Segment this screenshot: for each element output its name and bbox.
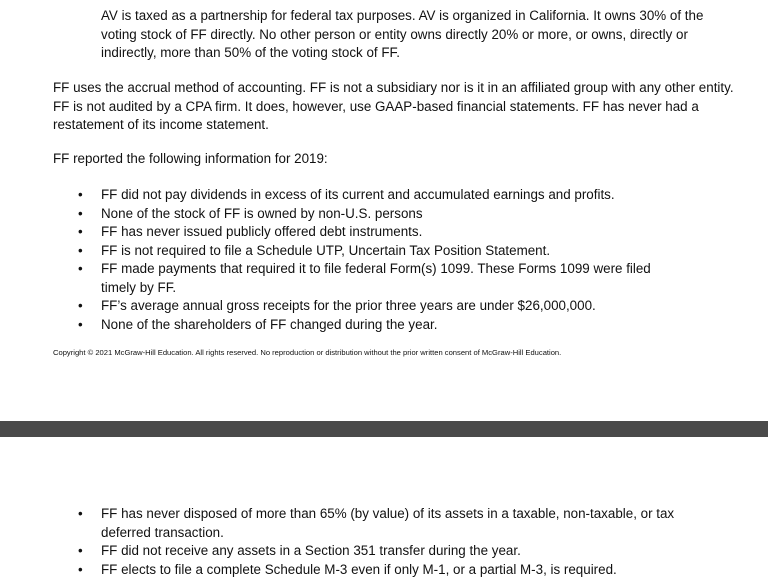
document-page-2 — [0, 437, 768, 585]
list-item: • FF has never disposed of more than 65% (by value) of its assets in a taxable, non-taxable, or tax deferred transaction. — [78, 506, 675, 540]
list-item: • FF has never issued publicly offered debt instruments. — [0, 223, 676, 242]
list-item: • None of the shareholders of FF changed during the year. — [0, 316, 676, 335]
list-item: • FF elects to file a complete Schedule M-3 even if only M-1, or a partial M-3, is required. — [0, 561, 676, 580]
bullet-icon: • — [78, 242, 83, 258]
info-bullet-list-continued — [0, 505, 768, 579]
bullet-icon: • — [78, 187, 83, 202]
list-item: • None of the stock of FF is owned by non-U.S. persons — [0, 205, 676, 224]
list-item: • FF did not pay dividends in excess of its current and accumulated earnings and profits. — [0, 186, 676, 205]
page-separator — [0, 421, 768, 437]
list-item: • FF made payments that required it to file federal Form(s) 1099. These Forms 1099 were filed timely by FF. — [78, 261, 651, 295]
copyright-notice: Copyright © 2021 McGraw-Hill Education. All rights reserved. No reproduction or distribution without the prior written consent of McGraw-Hill Education. — [53, 348, 562, 357]
reported-intro: FF reported the following information for 2019: — [53, 151, 328, 166]
bullet-icon: • — [78, 543, 83, 558]
info-bullet-list — [0, 186, 768, 334]
intro-paragraph: AV is taxed as a partnership for federal tax purposes. AV is organized in California. It owns 30% of the voting stock of FF directly. No other person or entity owns directly 20% or more, or owns, directly or indirectly, more than 50% of the voting stock of FF. — [101, 8, 704, 60]
bullet-icon: • — [78, 561, 83, 577]
bullet-icon: • — [78, 261, 83, 276]
bullet-icon: • — [78, 205, 83, 221]
bullet-icon: • — [78, 224, 83, 239]
list-item: • FF’s average annual gross receipts for the prior three years are under $26,000,000. — [0, 297, 676, 316]
bullet-icon: • — [78, 298, 83, 313]
list-item: • FF is not required to file a Schedule UTP, Uncertain Tax Position Statement. — [0, 242, 676, 261]
accounting-paragraph: FF uses the accrual method of accounting. FF is not a subsidiary nor is it in an affiliated group with any other entity. FF is not audited by a CPA firm. It does, however, use GAAP-based financial statements. FF has never had a restatement of its income statement. — [53, 80, 734, 132]
bullet-icon: • — [78, 506, 83, 521]
bullet-icon: • — [78, 316, 83, 332]
list-item: • FF did not receive any assets in a Section 351 transfer during the year. — [0, 542, 676, 561]
